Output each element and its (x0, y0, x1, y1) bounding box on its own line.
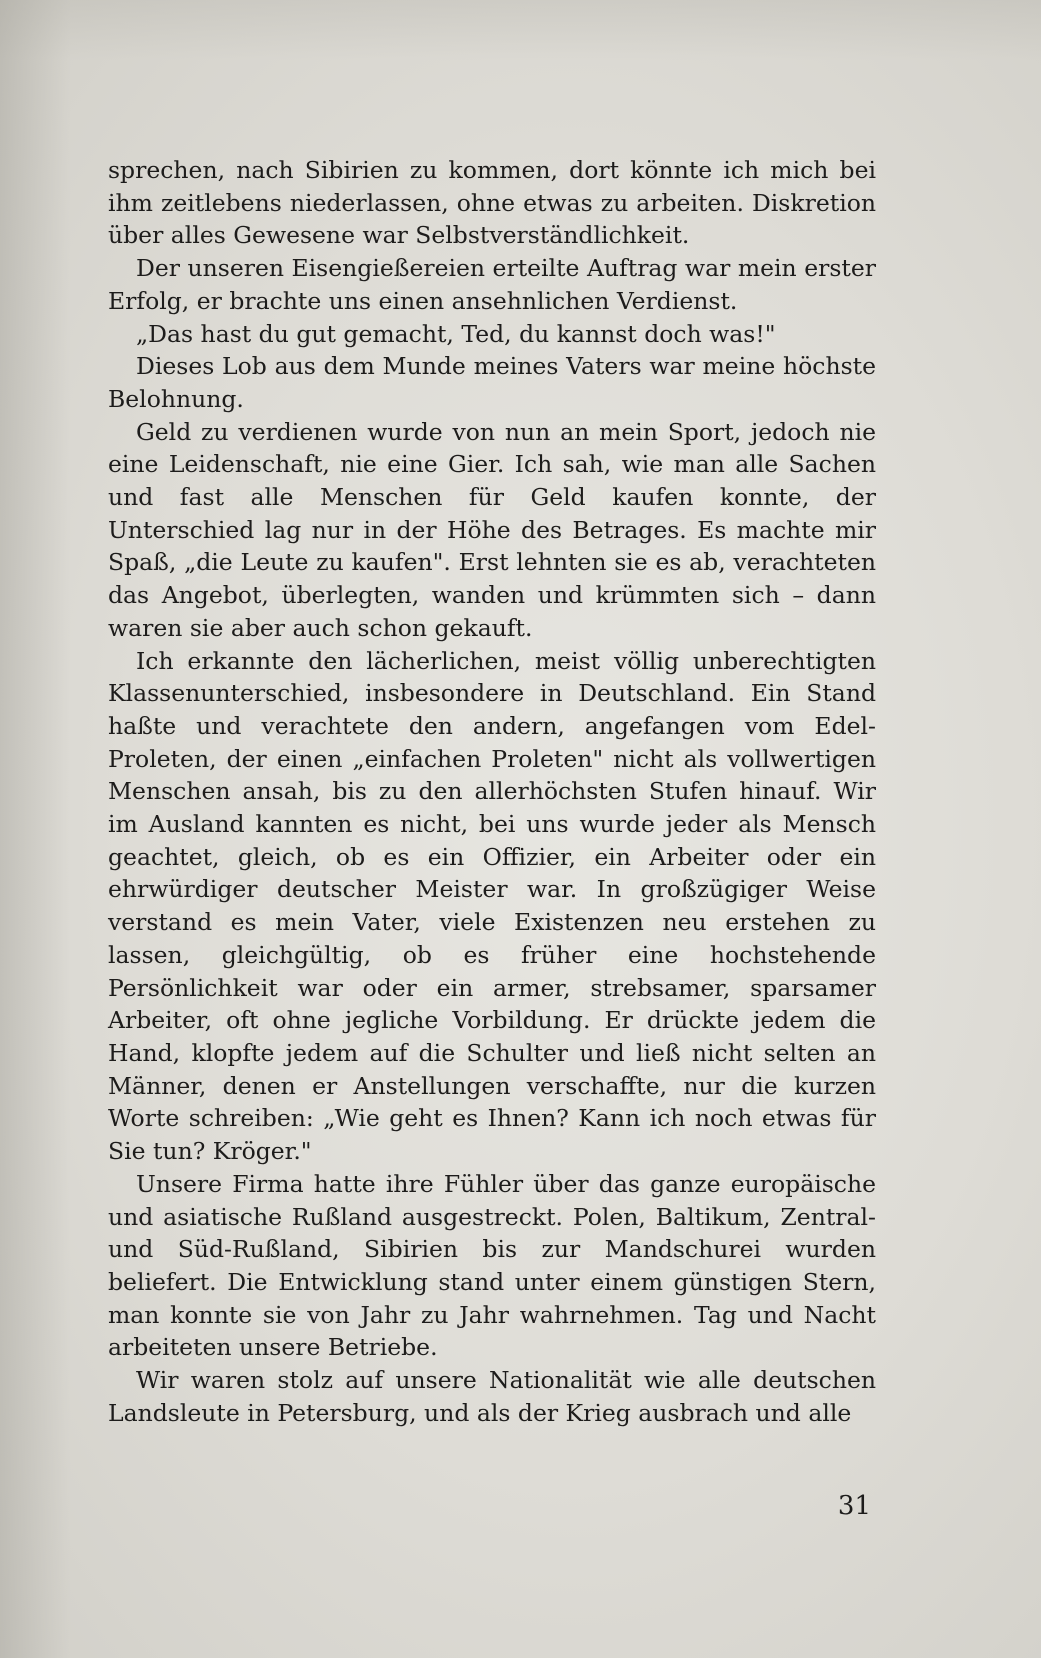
paragraph-2: Der unseren Eisengießereien erteilte Auftrag war mein erster Erfolg, er brachte uns einen ansehnlichen Verdienst. (108, 254, 876, 315)
paragraph-5: Geld zu verdienen wurde von nun an mein Sport, jedoch nie eine Leidenschaft, nie eine Gier. Ich sah, wie man alle Sachen und fast alle Menschen für Geld kaufen konnte, der Unterschied lag nur in der Höhe des Betrages. Es machte mir Spaß, „die Leute zu kaufen". Erst lehnten sie es ab, verachteten das Angebot, überlegten, wanden und krümmten sich – dann waren sie aber auch schon gekauft. (108, 417, 876, 642)
paragraph-4: Dieses Lob aus dem Munde meines Vaters war meine höchste Belohnung. (108, 352, 876, 413)
paragraph-8: Wir waren stolz auf unsere Nationalität wie alle deutschen Landsleute in Petersburg, und als der Krieg ausbrach und alle (108, 1366, 876, 1427)
paragraph-1: sprechen, nach Sibirien zu kommen, dort könnte ich mich bei ihm zeitlebens niederlassen, ohne etwas zu arbeiten. Diskretion über alles Gewesene war Selbstverständlichkeit. (108, 156, 876, 250)
paragraph-3: „Das hast du gut gemacht, Ted, du kannst doch was!" (136, 319, 776, 348)
page-number: 31 (837, 1491, 871, 1521)
paragraph-6: Ich erkannte den lächerlichen, meist völlig unberechtigten Klassenunterschied, insbesondere in Deutschland. Ein Stand haßte und verachtete den andern, angefangen vom Edel-Proleten, der einen „einfachen Proleten" nicht als vollwertigen Menschen ansah, bis zu den allerhöchsten Stufen hinauf. Wir im Ausland kannten es nicht, bei uns wurde jeder als Mensch geachtet, gleich, ob es ein Offizier, ein Arbeiter oder ein ehrwürdiger deutscher Meister war. In großzügiger Weise verstand es mein Vater, viele Existenzen neu erstehen zu lassen, gleichgültig, ob es früher eine hochstehende Persönlichkeit war oder ein armer, strebsamer, sparsamer Arbeiter, oft ohne jegliche Vorbildung. Er drückte jedem die Hand, klopfte jedem auf die Schulter und ließ nicht selten an Männer, denen er Anstellungen verschaffte, nur die kurzen Worte schreiben: „Wie geht es Ihnen? Kann ich noch etwas für Sie tun? Kröger." (108, 646, 876, 1166)
paragraph-7: Unsere Firma hatte ihre Fühler über das ganze europäische und asiatische Rußland ausgestreckt. Polen, Baltikum, Zentral- und Süd-Rußland, Sibirien bis zur Mandschurei wurden beliefert. Die Entwicklung stand unter einem günstigen Stern, man konnte sie von Jahr zu Jahr wahrnehmen. Tag und Nacht arbeiteten unsere Betriebe. (108, 1169, 876, 1362)
page-shadow-left (0, 0, 70, 1658)
body-text (108, 154, 876, 1429)
page-shadow-top (0, 0, 1041, 60)
